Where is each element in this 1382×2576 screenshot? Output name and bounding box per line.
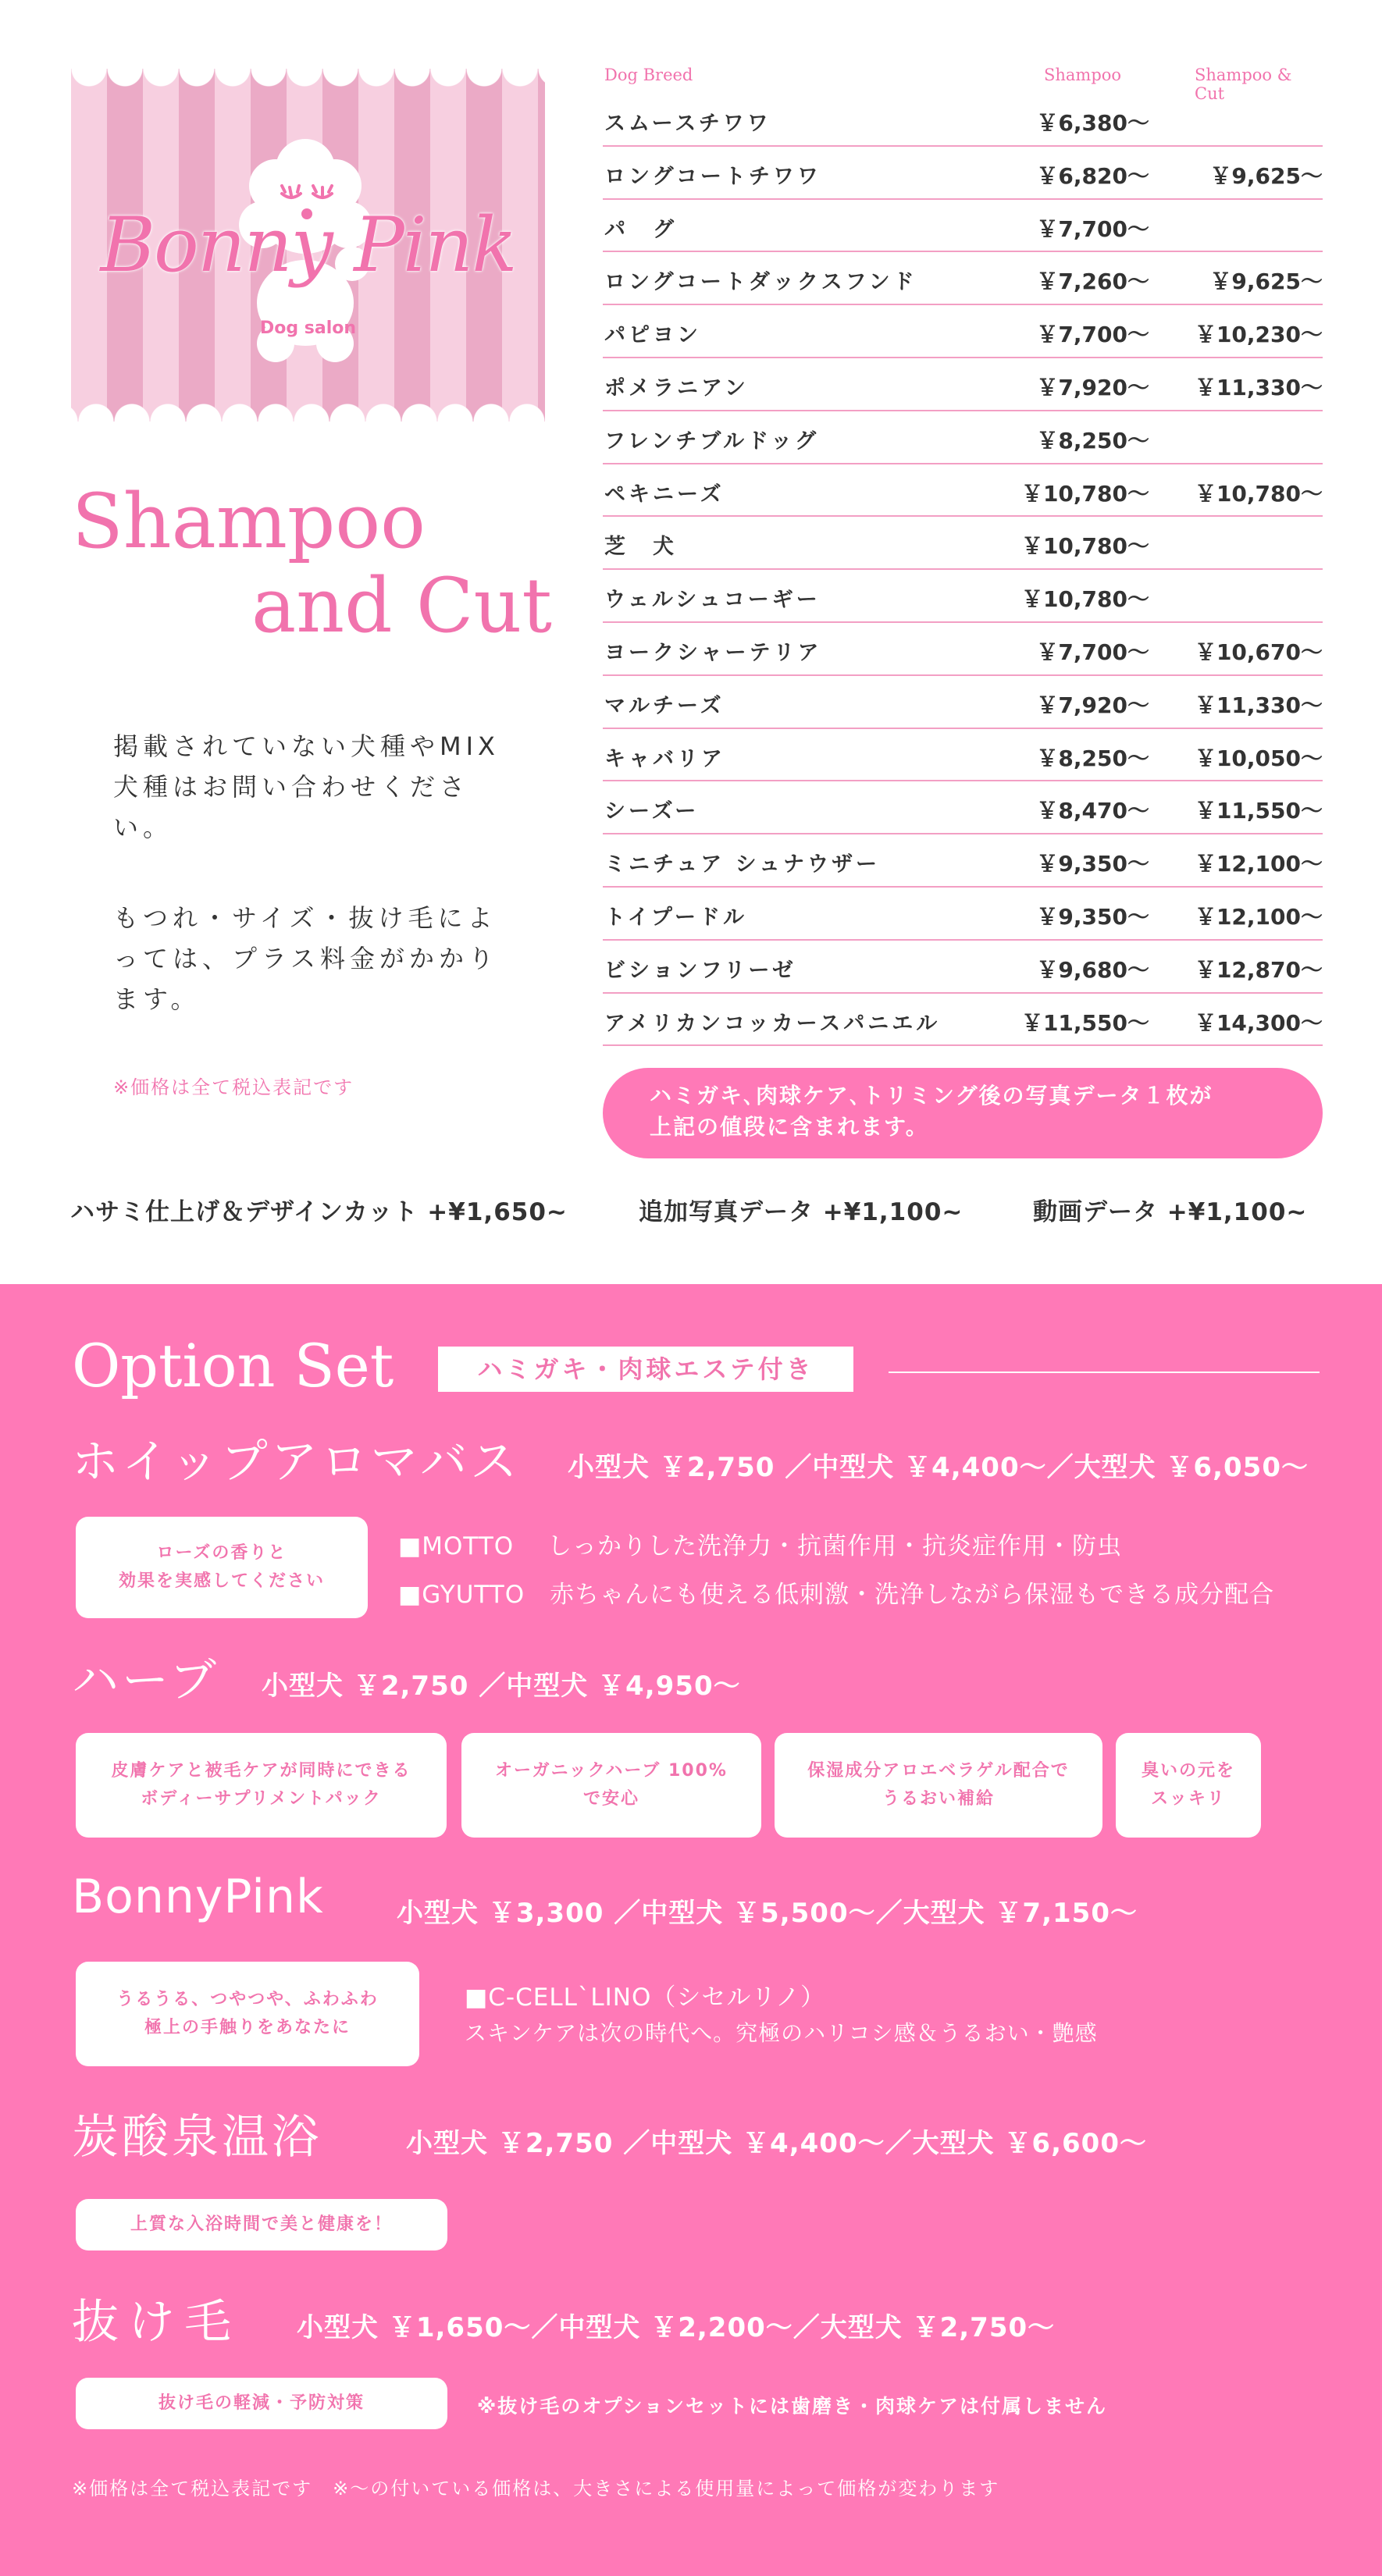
table-row [603,94,1323,147]
shampoo-price-cell: ￥8,470～ [1036,798,1149,824]
option-shedding-name: 抜け毛 [72,2295,240,2350]
option-herb-tag [775,1733,1102,1838]
shampoo-price-cell: ￥7,920～ [1036,374,1149,400]
table-header [603,62,1323,103]
header-shampoo: Shampoo [1044,66,1122,84]
breed-cell: スムースチワワ [604,112,771,136]
option-whip-motto: ■MOTTO しっかりした洗浄力・抗菌作用・抗炎症作用・防虫 [398,1532,1123,1560]
table-row [603,676,1323,729]
tag-line: 保湿成分アロエベラゲル配合で [807,1761,1070,1781]
table-row [603,305,1323,358]
shampoo-price-cell: ￥7,700～ [1036,215,1149,242]
table-row [603,570,1323,623]
table-row [603,994,1323,1047]
breed-cell: ロングコートチワワ [604,164,821,189]
header-breed: Dog Breed [604,66,693,84]
breed-cell: ウェルシュコーギー [604,588,821,613]
tag-line: スッキリ [1151,1789,1226,1809]
shampoo-price-cell: ￥9,350～ [1036,903,1149,930]
shampoo-cut-price-cell: ￥11,550～ [1194,798,1323,824]
option-carbonated-spring-tag: 上質な入浴時間で美と健康を！ [76,2199,447,2250]
option-bonnypink-product: ■C-CELL`LINO（シセルリノ） [465,1984,826,2012]
tag-line: 臭いの元を [1141,1761,1235,1781]
shampoo-cut-section [0,0,1382,1284]
tag-line: うるおい補給 [882,1789,995,1809]
option-bonnypink-description: スキンケアは次の時代へ。究極のハリコシ感＆うるおい・艶感 [465,2020,1098,2046]
shampoo-price-cell: ￥9,680～ [1036,956,1149,983]
option-set-badge: ハミガキ・肉球エステ付き [438,1347,853,1392]
breed-cell: トイプードル [604,905,748,930]
option-set-section [0,1284,1382,2576]
option-shedding-note: ※抜け毛のオプションセットには歯磨き・肉球ケアは付属しません [477,2395,1108,2418]
extra-video-data: 動画データ +¥1,100~ [1033,1198,1308,1226]
shampoo-cut-price-cell: ￥10,780～ [1194,480,1323,507]
shampoo-price-cell: ￥9,350～ [1036,851,1149,877]
option-shedding-tag: 抜け毛の軽減・予防対策 [76,2378,447,2429]
option-herb-name: ハーブ [72,1653,219,1708]
table-row [603,941,1323,994]
unlisted-breed-note: 掲載されていない犬種やMIX犬種はお問い合わせください。 [113,731,500,842]
option-herb-tag [76,1733,447,1838]
shampoo-cut-price-cell: ￥10,050～ [1194,745,1323,771]
breed-cell: シーズー [604,799,700,824]
shampoo-cut-price-cell: ￥10,230～ [1194,322,1323,348]
logo-brand-text: Bonny Pink [100,201,516,289]
scallop-border-bottom [71,393,545,422]
shampoo-cut-price-cell: ￥14,300～ [1194,1009,1323,1036]
tag-line: ローズの香りと [156,1543,287,1563]
shampoo-cut-price-cell: ￥9,625～ [1209,269,1323,295]
breed-cell: アメリカンコッカースパニエル [604,1011,941,1036]
table-row [603,147,1323,200]
table-row [603,729,1323,782]
footer-note: ※価格は全て税込表記です ※～の付いている価格は、大きさによる使用量によって価格が変わります [72,2478,1000,2500]
table-row [603,834,1323,888]
table-row [603,464,1323,518]
shampoo-price-cell: ￥10,780～ [1020,586,1149,613]
option-whip-price: 小型犬 ￥2,750 ／中型犬 ￥4,400～／大型犬 ￥6,050～ [568,1452,1309,1483]
breed-cell: フレンチブルドッグ [604,429,820,454]
breed-cell: キャバリア [604,746,725,771]
shampoo-cut-price-cell: ￥10,670～ [1194,639,1323,665]
shampoo-cut-price-cell: ￥11,330～ [1194,374,1323,400]
table-row [603,200,1323,253]
shampoo-price-cell: ￥11,550～ [1020,1009,1149,1036]
tag-line: で安心 [582,1789,639,1809]
option-set-title: Option Set [72,1331,394,1400]
tax-included-note: ※価格は全て税込表記です [113,1076,354,1098]
logo [71,69,545,422]
tag-line: 極上の手触りをあなたに [144,2018,351,2037]
page-title-line1: Shampoo [72,478,426,565]
breed-cell: パピヨン [604,323,701,348]
table-row [603,411,1323,464]
table-row [603,623,1323,676]
shampoo-price-cell: ￥7,700～ [1036,322,1149,348]
extra-services [70,1192,1327,1231]
breed-cell: パ グ [604,217,677,242]
shampoo-price-cell: ￥7,920～ [1036,692,1149,718]
table-row [603,252,1323,305]
extra-design-cut: ハサミ仕上げ＆デザインカット +¥1,650~ [70,1198,568,1226]
option-bonnypink-price: 小型犬 ￥3,300 ／中型犬 ￥5,500～／大型犬 ￥7,150～ [397,1898,1138,1929]
table-row [603,358,1323,411]
price-table [603,62,1323,1046]
option-whip-gyutto: ■GYUTTO 赤ちゃんにも使える低刺激・洗浄しながら保湿もできる成分配合 [398,1581,1275,1609]
option-herb-price: 小型犬 ￥2,750 ／中型犬 ￥4,950～ [262,1670,741,1702]
shampoo-price-cell: ￥7,260～ [1036,269,1149,295]
shampoo-cut-price-cell: ￥12,100～ [1194,903,1323,930]
breed-cell: ヨークシャーテリア [604,640,822,665]
extra-photo-data: 追加写真データ +¥1,100~ [639,1198,963,1226]
divider [889,1372,1320,1373]
tag-line: 皮膚ケアと被毛ケアが同時にできる [111,1761,411,1781]
tag-line: ボディーサプリメントパック [141,1789,382,1809]
table-row [603,517,1323,570]
option-whip-name: ホイップアロマバス [72,1435,521,1489]
shampoo-price-cell: ￥7,700～ [1036,639,1149,665]
photo-banner-line2: 上記の値段に含まれます。 [650,1114,929,1140]
option-bonnypink-name: BonnyPink [72,1870,324,1924]
breed-cell: ポメラニアン [604,375,749,400]
option-herb-tag [461,1733,761,1838]
table-body [603,94,1323,1046]
breed-cell: ペキニーズ [604,482,725,507]
breed-cell: ミニチュア シュナウザー [604,852,881,877]
option-carbonated-spring-price: 小型犬 ￥2,750 ／中型犬 ￥4,400～／大型犬 ￥6,600～ [406,2128,1147,2159]
shampoo-price-cell: ￥8,250～ [1036,427,1149,454]
breed-cell: 芝 犬 [604,535,677,560]
option-bonnypink-tag [76,1962,419,2066]
tag-line: 効果を実感してください [118,1571,325,1591]
breed-cell: ビションフリーゼ [604,958,796,983]
shampoo-price-cell: ￥10,780～ [1020,480,1149,507]
shampoo-price-cell: ￥6,820～ [1036,162,1149,189]
breed-cell: マルチーズ [604,693,725,718]
shampoo-price-cell: ￥10,780～ [1020,533,1149,560]
option-carbonated-spring-name: 炭酸泉温浴 [72,2110,322,2165]
page-title-line2: and Cut [251,562,552,649]
shampoo-cut-price-cell: ￥11,330～ [1194,692,1323,718]
extra-charge-note: もつれ・サイズ・抜け毛によっては、プラス料金がかかります。 [113,903,499,1014]
header-shampoo-cut: Shampoo & Cut [1195,66,1292,103]
table-row [603,781,1323,834]
shampoo-price-cell: ￥6,380～ [1036,110,1149,136]
option-whip-tag [76,1517,368,1618]
shampoo-price-cell: ￥8,250～ [1036,745,1149,771]
tag-line: オーガニックハーブ 100% [495,1761,728,1781]
breed-cell: ロングコートダックスフンド [604,270,917,295]
table-row [603,888,1323,941]
option-herb-tag [1116,1733,1261,1838]
shampoo-cut-price-cell: ￥12,870～ [1194,956,1323,983]
logo-subtitle: Dog salon [259,318,357,338]
option-shedding-price: 小型犬 ￥1,650～／中型犬 ￥2,200～／大型犬 ￥2,750～ [297,2312,1056,2343]
photo-banner-line1: ハミガキ､肉球ケア､トリミング後の写真データ１枚が [650,1083,1213,1108]
tag-line: うるうる、つやつや、ふわふわ [116,1990,379,2009]
shampoo-cut-price-cell: ￥9,625～ [1209,162,1323,189]
photo-included-banner [603,1068,1323,1158]
shampoo-cut-price-cell: ￥12,100～ [1194,851,1323,877]
